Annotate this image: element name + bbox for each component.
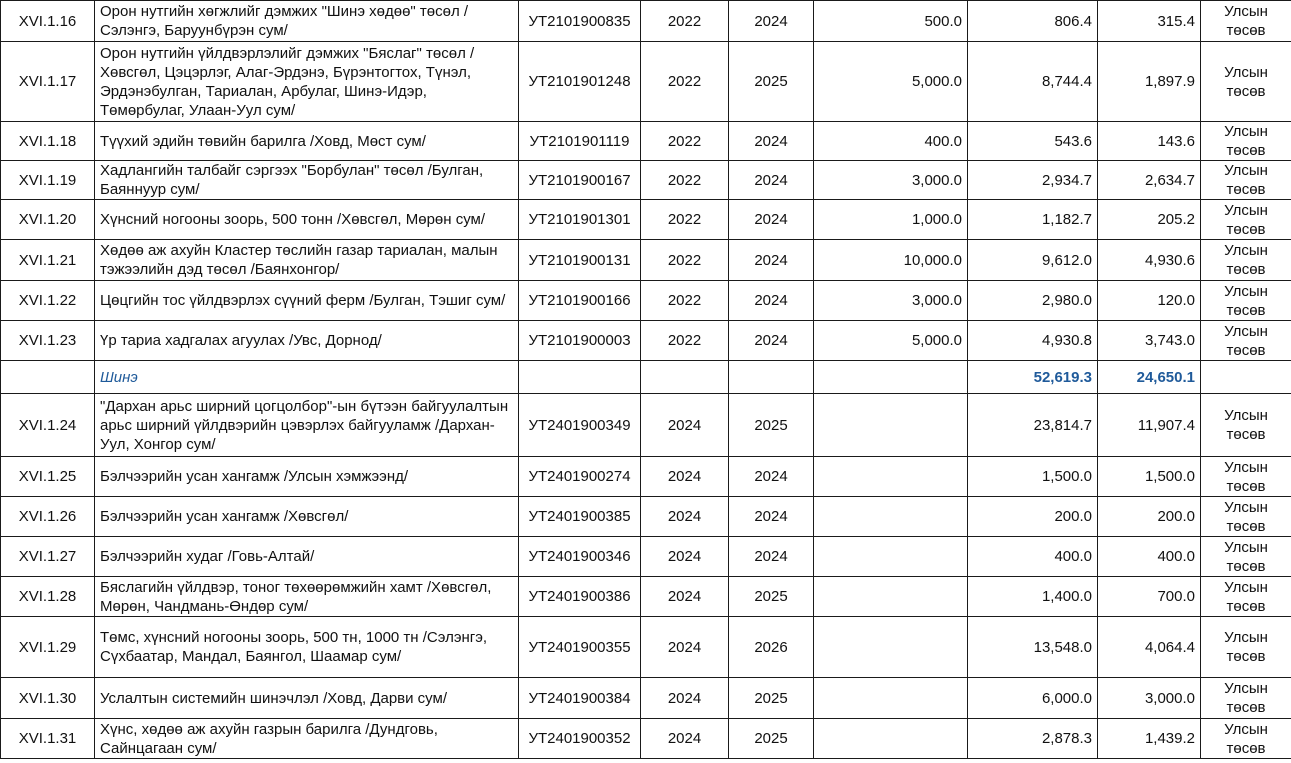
table-row bbox=[1, 678, 1291, 719]
project-name: Хадлангийн талбайг сэргээх "Борбулан" төсөл /Булган, Баяннуур сум/ bbox=[95, 161, 519, 200]
table-row bbox=[1, 617, 1291, 678]
funding-source: Улсын төсөв bbox=[1201, 457, 1291, 497]
table-row bbox=[1, 200, 1291, 240]
start-year: 2022 bbox=[641, 161, 729, 200]
start-year: 2024 bbox=[641, 497, 729, 537]
funding-source: Улсын төсөв bbox=[1201, 42, 1291, 122]
project-code: XVI.1.23 bbox=[1, 321, 95, 361]
total-cost: 2,934.7 bbox=[968, 161, 1098, 200]
table-row bbox=[1, 161, 1291, 200]
end-year: 2024 bbox=[729, 457, 814, 497]
funding-source: Улсын төсөв bbox=[1201, 200, 1291, 240]
project-id: УТ2401900386 bbox=[519, 577, 641, 617]
project-name: Бэлчээрийн усан хангамж /Хөвсгөл/ bbox=[95, 497, 519, 537]
project-code: XVI.1.18 bbox=[1, 122, 95, 161]
project-id: УТ2401900384 bbox=[519, 678, 641, 719]
year-amount: 4,930.6 bbox=[1098, 240, 1201, 281]
initial-budget: 1,000.0 bbox=[814, 200, 968, 240]
total-cost: 1,400.0 bbox=[968, 577, 1098, 617]
project-name: Бяслагийн үйлдвэр, тоног төхөөрөмжийн хамт /Хөвсгөл, Мөрөн, Чандмань-Өндөр сум/ bbox=[95, 577, 519, 617]
initial-budget bbox=[814, 497, 968, 537]
start-year: 2024 bbox=[641, 719, 729, 759]
funding-source: Улсын төсөв bbox=[1201, 617, 1291, 678]
funding-source: Улсын төсөв bbox=[1201, 321, 1291, 361]
project-name: Бэлчээрийн усан хангамж /Улсын хэмжээнд/ bbox=[95, 457, 519, 497]
end-year: 2024 bbox=[729, 1, 814, 42]
total-cost: 13,548.0 bbox=[968, 617, 1098, 678]
year-amount: 1,500.0 bbox=[1098, 457, 1201, 497]
funding-source: Улсын төсөв bbox=[1201, 497, 1291, 537]
year-amount: 2,634.7 bbox=[1098, 161, 1201, 200]
project-code: XVI.1.17 bbox=[1, 42, 95, 122]
end-year: 2025 bbox=[729, 394, 814, 457]
project-code: XVI.1.31 bbox=[1, 719, 95, 759]
end-year: 2025 bbox=[729, 719, 814, 759]
initial-budget: 400.0 bbox=[814, 122, 968, 161]
funding-source: Улсын төсөв bbox=[1201, 719, 1291, 759]
initial-budget bbox=[814, 457, 968, 497]
end-year: 2024 bbox=[729, 497, 814, 537]
project-code: XVI.1.16 bbox=[1, 1, 95, 42]
project-id: УТ2101901248 bbox=[519, 42, 641, 122]
end-year: 2025 bbox=[729, 577, 814, 617]
project-id: УТ2401900346 bbox=[519, 537, 641, 577]
funding-source: Улсын төсөв bbox=[1201, 1, 1291, 42]
project-id: УТ2401900385 bbox=[519, 497, 641, 537]
total-cost: 23,814.7 bbox=[968, 394, 1098, 457]
initial-budget bbox=[814, 719, 968, 759]
project-code: XVI.1.29 bbox=[1, 617, 95, 678]
funding-source: Улсын төсөв bbox=[1201, 240, 1291, 281]
project-name: Орон нутгийн үйлдвэрлэлийг дэмжих "Бяслаг" төсөл /Хөвсгөл, Цэцэрлэг, Алаг-Эрдэнэ, Бүрэнтогтох, Түнэл, Эрдэнэбулган, Тариалан, Арбулаг, Шинэ-Идэр, Төмөрбулаг, Улаан-Уул сум/ bbox=[95, 42, 519, 122]
table-row bbox=[1, 240, 1291, 281]
year-amount: 4,064.4 bbox=[1098, 617, 1201, 678]
table-row bbox=[1, 537, 1291, 577]
table-body bbox=[1, 1, 1291, 759]
funding-source: Улсын төсөв bbox=[1201, 161, 1291, 200]
end-year: 2024 bbox=[729, 281, 814, 321]
section-year-total: 24,650.1 bbox=[1098, 361, 1201, 394]
total-cost: 543.6 bbox=[968, 122, 1098, 161]
start-year: 2022 bbox=[641, 1, 729, 42]
total-cost: 1,182.7 bbox=[968, 200, 1098, 240]
initial-budget: 500.0 bbox=[814, 1, 968, 42]
total-cost: 200.0 bbox=[968, 497, 1098, 537]
total-cost: 1,500.0 bbox=[968, 457, 1098, 497]
project-id: УТ2101900835 bbox=[519, 1, 641, 42]
empty-cell bbox=[729, 361, 814, 394]
start-year: 2024 bbox=[641, 577, 729, 617]
project-code: XVI.1.28 bbox=[1, 577, 95, 617]
table-row bbox=[1, 122, 1291, 161]
start-year: 2022 bbox=[641, 42, 729, 122]
year-amount: 200.0 bbox=[1098, 497, 1201, 537]
initial-budget: 5,000.0 bbox=[814, 321, 968, 361]
total-cost: 9,612.0 bbox=[968, 240, 1098, 281]
start-year: 2024 bbox=[641, 457, 729, 497]
project-id: УТ2401900274 bbox=[519, 457, 641, 497]
project-name: Бэлчээрийн худаг /Говь-Алтай/ bbox=[95, 537, 519, 577]
empty-cell bbox=[519, 361, 641, 394]
year-amount: 143.6 bbox=[1098, 122, 1201, 161]
start-year: 2022 bbox=[641, 200, 729, 240]
end-year: 2025 bbox=[729, 42, 814, 122]
project-code: XVI.1.30 bbox=[1, 678, 95, 719]
total-cost: 4,930.8 bbox=[968, 321, 1098, 361]
start-year: 2024 bbox=[641, 678, 729, 719]
section-row bbox=[1, 361, 1291, 394]
start-year: 2024 bbox=[641, 537, 729, 577]
project-id: УТ2101900166 bbox=[519, 281, 641, 321]
end-year: 2024 bbox=[729, 537, 814, 577]
year-amount: 700.0 bbox=[1098, 577, 1201, 617]
project-code: XVI.1.22 bbox=[1, 281, 95, 321]
project-name: Төмс, хүнсний ногооны зоорь, 500 тн, 1000 тн /Сэлэнгэ, Сүхбаатар, Мандал, Баянгол, Шаамар сум/ bbox=[95, 617, 519, 678]
project-name: Түүхий эдийн төвийн барилга /Ховд, Мөст сум/ bbox=[95, 122, 519, 161]
project-id: УТ2101901301 bbox=[519, 200, 641, 240]
year-amount: 3,743.0 bbox=[1098, 321, 1201, 361]
initial-budget bbox=[814, 394, 968, 457]
end-year: 2024 bbox=[729, 200, 814, 240]
project-name: Цөцгийн тос үйлдвэрлэх сүүний ферм /Булган, Тэшиг сум/ bbox=[95, 281, 519, 321]
start-year: 2022 bbox=[641, 122, 729, 161]
table-row bbox=[1, 1, 1291, 42]
end-year: 2025 bbox=[729, 678, 814, 719]
project-code: XVI.1.20 bbox=[1, 200, 95, 240]
year-amount: 120.0 bbox=[1098, 281, 1201, 321]
project-name: "Дархан арьс ширний цогцолбор"-ын бүтээн байгуулалтын арьс ширний үйлдвэрийн цэвэрлэх байгууламж /Дархан-Уул, Хонгор сум/ bbox=[95, 394, 519, 457]
start-year: 2022 bbox=[641, 281, 729, 321]
initial-budget: 3,000.0 bbox=[814, 161, 968, 200]
total-cost: 2,878.3 bbox=[968, 719, 1098, 759]
project-name: Хүнсний ногооны зоорь, 500 тонн /Хөвсгөл, Мөрөн сум/ bbox=[95, 200, 519, 240]
funding-source: Улсын төсөв bbox=[1201, 577, 1291, 617]
start-year: 2024 bbox=[641, 394, 729, 457]
end-year: 2024 bbox=[729, 321, 814, 361]
initial-budget bbox=[814, 577, 968, 617]
initial-budget: 5,000.0 bbox=[814, 42, 968, 122]
funding-source: Улсын төсөв bbox=[1201, 122, 1291, 161]
table-row bbox=[1, 42, 1291, 122]
project-id: УТ2101900131 bbox=[519, 240, 641, 281]
project-name: Орон нутгийн хөгжлийг дэмжих "Шинэ хөдөө" төсөл /Сэлэнгэ, Баруунбүрэн сум/ bbox=[95, 1, 519, 42]
project-code: XVI.1.26 bbox=[1, 497, 95, 537]
project-id: УТ2101900003 bbox=[519, 321, 641, 361]
section-cost-total: 52,619.3 bbox=[968, 361, 1098, 394]
table-row bbox=[1, 497, 1291, 537]
initial-budget bbox=[814, 617, 968, 678]
total-cost: 6,000.0 bbox=[968, 678, 1098, 719]
project-name: Хүнс, хөдөө аж ахуйн газрын барилга /Дундговь, Сайнцагаан сум/ bbox=[95, 719, 519, 759]
total-cost: 806.4 bbox=[968, 1, 1098, 42]
start-year: 2022 bbox=[641, 240, 729, 281]
project-code: XVI.1.25 bbox=[1, 457, 95, 497]
start-year: 2022 bbox=[641, 321, 729, 361]
year-amount: 1,897.9 bbox=[1098, 42, 1201, 122]
project-code: XVI.1.19 bbox=[1, 161, 95, 200]
table-row bbox=[1, 281, 1291, 321]
total-cost: 2,980.0 bbox=[968, 281, 1098, 321]
empty-cell bbox=[641, 361, 729, 394]
year-amount: 205.2 bbox=[1098, 200, 1201, 240]
initial-budget bbox=[814, 678, 968, 719]
end-year: 2024 bbox=[729, 122, 814, 161]
project-id: УТ2101901119 bbox=[519, 122, 641, 161]
start-year: 2024 bbox=[641, 617, 729, 678]
funding-source: Улсын төсөв bbox=[1201, 678, 1291, 719]
total-cost: 400.0 bbox=[968, 537, 1098, 577]
year-amount: 11,907.4 bbox=[1098, 394, 1201, 457]
initial-budget: 10,000.0 bbox=[814, 240, 968, 281]
table-row bbox=[1, 577, 1291, 617]
project-id: УТ2401900352 bbox=[519, 719, 641, 759]
funding-source: Улсын төсөв bbox=[1201, 281, 1291, 321]
project-id: УТ2101900167 bbox=[519, 161, 641, 200]
project-name: Үр тариа хадгалах агуулах /Увс, Дорнод/ bbox=[95, 321, 519, 361]
project-name: Услалтын системийн шинэчлэл /Ховд, Дарви сум/ bbox=[95, 678, 519, 719]
year-amount: 1,439.2 bbox=[1098, 719, 1201, 759]
year-amount: 3,000.0 bbox=[1098, 678, 1201, 719]
section-code-cell bbox=[1, 361, 95, 394]
table-row bbox=[1, 394, 1291, 457]
empty-cell bbox=[814, 361, 968, 394]
initial-budget bbox=[814, 537, 968, 577]
project-id: УТ2401900349 bbox=[519, 394, 641, 457]
year-amount: 315.4 bbox=[1098, 1, 1201, 42]
total-cost: 8,744.4 bbox=[968, 42, 1098, 122]
project-id: УТ2401900355 bbox=[519, 617, 641, 678]
table-row bbox=[1, 457, 1291, 497]
funding-source: Улсын төсөв bbox=[1201, 394, 1291, 457]
project-code: XVI.1.24 bbox=[1, 394, 95, 457]
project-code: XVI.1.21 bbox=[1, 240, 95, 281]
empty-cell bbox=[1201, 361, 1291, 394]
end-year: 2024 bbox=[729, 240, 814, 281]
table-row bbox=[1, 321, 1291, 361]
project-code: XVI.1.27 bbox=[1, 537, 95, 577]
section-label: Шинэ bbox=[95, 361, 519, 394]
funding-source: Улсын төсөв bbox=[1201, 537, 1291, 577]
project-name: Хөдөө аж ахуйн Кластер төслийн газар тариалан, малын тэжээлийн дэд төсөл /Баянхонгор/ bbox=[95, 240, 519, 281]
table-row bbox=[1, 719, 1291, 759]
end-year: 2024 bbox=[729, 161, 814, 200]
year-amount: 400.0 bbox=[1098, 537, 1201, 577]
end-year: 2026 bbox=[729, 617, 814, 678]
initial-budget: 3,000.0 bbox=[814, 281, 968, 321]
